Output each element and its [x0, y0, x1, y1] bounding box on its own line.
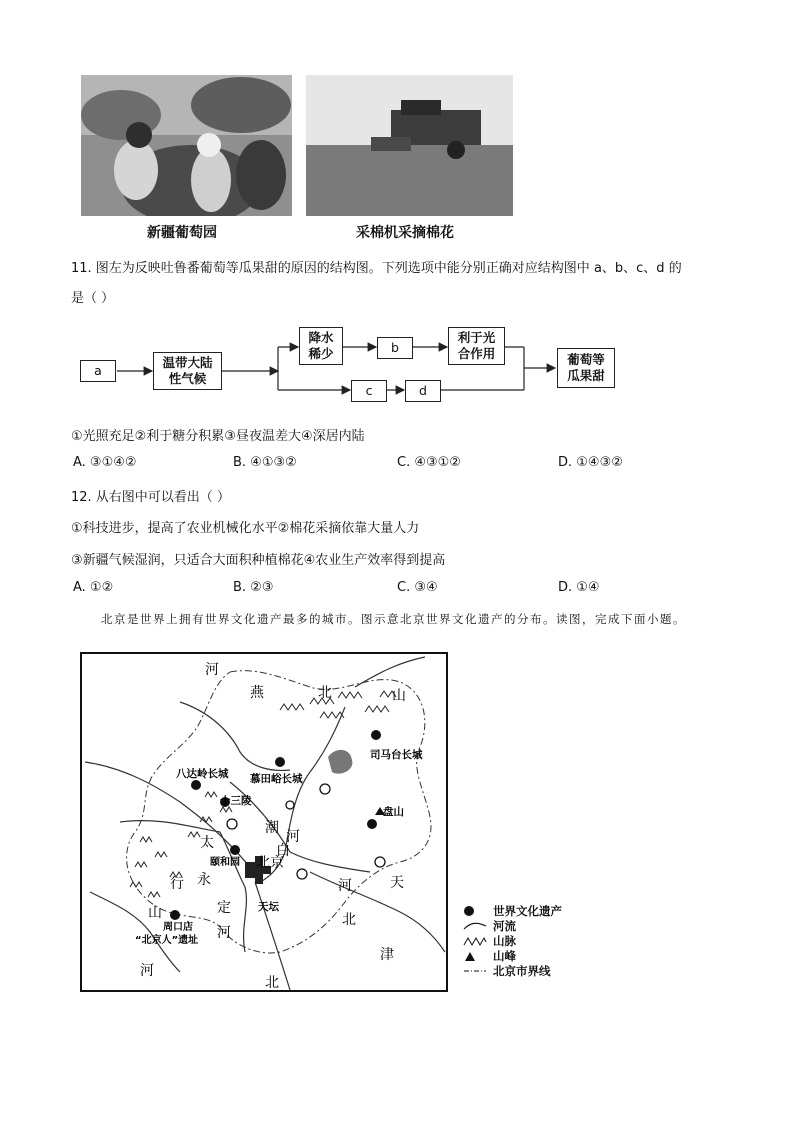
box-photosynthesis: 利于光 合作用 — [448, 327, 505, 365]
vineyard-caption: 新疆葡萄园 — [147, 225, 217, 241]
label-bei-top: 北 — [318, 685, 332, 701]
cotton-harvester-photo — [306, 75, 513, 216]
label-tian: 天 — [390, 875, 404, 891]
label-he-chaobai: 河 — [286, 829, 300, 845]
label-mutianyu: 慕田峪长城 — [250, 773, 303, 785]
label-yong: 永 — [197, 872, 211, 888]
box-sweet: 葡萄等 瓜果甜 — [557, 348, 615, 388]
q12-stem: 12. 从右图中可以看出（ ） — [71, 490, 230, 505]
box-a: a — [80, 360, 116, 382]
yiheyuan-dot — [230, 845, 240, 855]
label-he-top: 河 — [205, 662, 219, 678]
label-shisanling: 十三陵 — [220, 795, 252, 807]
legend-boundary-label: 北京市界线 — [493, 964, 551, 978]
mutianyu-dot — [275, 757, 285, 767]
beijing-heritage-map — [80, 652, 448, 992]
box-c: c — [351, 380, 387, 402]
q12-option-a[interactable]: A. ①② — [73, 580, 114, 595]
label-yiheyuan: 颐和园 — [210, 857, 240, 868]
legend-peak — [463, 948, 516, 964]
label-bei-bottom: 北 — [265, 975, 279, 991]
label-tai: 太 — [200, 835, 214, 851]
q11-statements: ①光照充足②利于糖分积累③昼夜温差大④深居内陆 — [71, 429, 365, 444]
legend-heritage-label: 世界文化遗产 — [493, 904, 562, 918]
box-climate: 温带大陆 性气候 — [153, 352, 222, 390]
label-bei-mid: 北 — [342, 912, 356, 928]
harvester-caption: 采棉机采摘棉花 — [356, 225, 454, 241]
harvester-image-icon — [306, 75, 513, 216]
legend-heritage — [463, 903, 562, 919]
boundary-line-icon — [463, 965, 487, 977]
box-b: b — [377, 337, 413, 359]
label-tiantan: 天坛 — [258, 901, 279, 913]
station-5 — [375, 857, 385, 867]
label-shan-taihang: 山 — [148, 905, 162, 921]
panshan-circle — [367, 819, 377, 829]
q12-option-c[interactable]: C. ③④ — [397, 580, 438, 595]
heritage-dot-icon — [463, 905, 487, 917]
station-3 — [320, 784, 330, 794]
q12-option-d[interactable]: D. ①④ — [558, 580, 600, 595]
label-badaling: 八达岭长城 — [176, 768, 229, 780]
label-beijing: 北京 — [256, 855, 284, 871]
q11-stem-line1: 11. 图左为反映吐鲁番葡萄等瓜果甜的原因的结构图。下列选项中能分别正确对应结构图中 a、b、c、d 的 — [71, 261, 682, 276]
legend-river — [463, 918, 516, 934]
label-ding: 定 — [217, 900, 231, 916]
river-line-icon — [463, 920, 487, 932]
label-shan-right: 山 — [392, 688, 406, 704]
box-d: d — [405, 380, 441, 402]
legend-mountain — [463, 933, 516, 949]
q11-option-d[interactable]: D. ①④③② — [558, 455, 623, 470]
station-4 — [297, 869, 307, 879]
label-simatai: 司马台长城 — [370, 749, 423, 761]
q12-statement1: ①科技进步，提高了农业机械化水平②棉花采摘依靠大量人力 — [71, 521, 420, 536]
zhoukoudian-dot — [170, 910, 180, 920]
badaling-dot — [191, 780, 201, 790]
label-panshan: 盘山 — [383, 806, 404, 818]
label-zhoukoudian: 周口店 — [163, 922, 193, 933]
label-he-bottom: 河 — [140, 963, 154, 979]
peak-triangle-icon — [463, 950, 487, 962]
label-peking-man: “北京人”遗址 — [135, 935, 199, 946]
q12-option-b[interactable]: B. ②③ — [233, 580, 274, 595]
label-yan: 燕 — [250, 685, 264, 701]
q11-stem-line2: 是（ ） — [71, 291, 115, 306]
simatai-dot — [371, 730, 381, 740]
box-rain: 降水 稀少 — [299, 327, 343, 365]
label-he-yongding: 河 — [217, 925, 231, 941]
label-bai: 白 — [276, 843, 290, 859]
mountain-icon — [463, 935, 487, 947]
legend-peak-label: 山峰 — [493, 949, 516, 963]
label-chao: 潮 — [265, 820, 279, 836]
q11-option-a[interactable]: A. ③①④② — [73, 455, 137, 470]
legend-mountain-label: 山脉 — [493, 934, 516, 948]
q11-option-b[interactable]: B. ④①③② — [233, 455, 297, 470]
q12-statement2: ③新疆气候湿润，只适合大面积种植棉花④农业生产效率得到提高 — [71, 553, 446, 568]
legend-boundary — [463, 963, 551, 979]
vineyard-image-icon — [81, 75, 292, 216]
beijing-intro: 北京是世界上拥有世界文化遗产最多的城市。图示意北京世界文化遗产的分布。读图，完成下面小题。 — [101, 612, 686, 626]
legend-river-label: 河流 — [493, 919, 516, 933]
label-jin: 津 — [380, 947, 394, 963]
q11-option-c[interactable]: C. ④③①② — [397, 455, 461, 470]
label-he-right: 河 — [338, 878, 352, 894]
station-1 — [227, 819, 237, 829]
label-xing: 行 — [170, 876, 184, 892]
vineyard-photo — [81, 75, 292, 216]
station-2 — [286, 801, 294, 809]
